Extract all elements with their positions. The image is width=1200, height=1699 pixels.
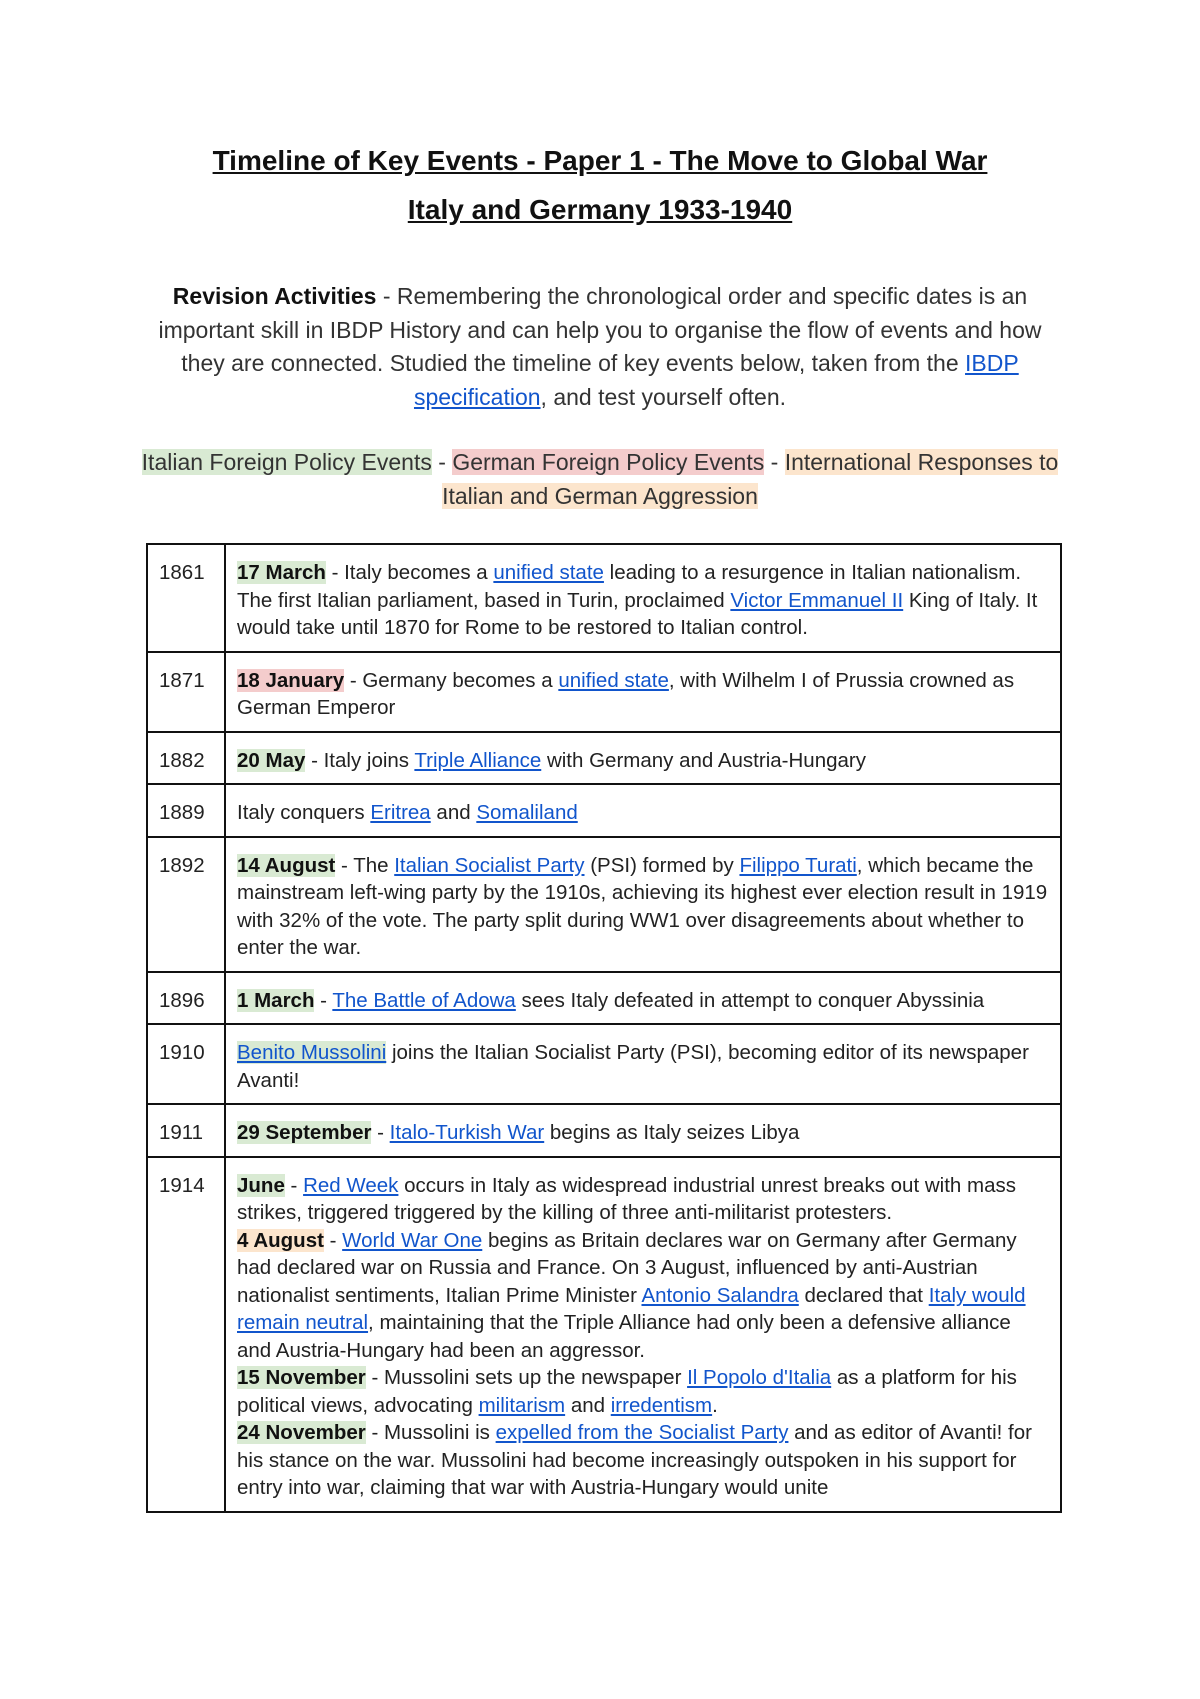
timeline-event-description: [225, 972, 1061, 1025]
timeline-year: 1914: [147, 1157, 225, 1512]
event-text: , with Wilhelm I of Prussia crowned as German Emperor: [237, 668, 1015, 719]
event-text: -: [314, 988, 333, 1012]
event-text: - Mussolini sets up the newspaper: [365, 1366, 688, 1389]
timeline-row: [147, 1157, 1061, 1512]
event-link[interactable]: expelled from the Socialist Party: [495, 1421, 789, 1444]
event-link[interactable]: Triple Alliance: [414, 748, 542, 772]
timeline-event-description: [225, 544, 1061, 652]
legend-international: International Responses to Italian and German Aggression: [442, 449, 1059, 509]
timeline-entry: [237, 1172, 1050, 1227]
timeline-entry: [237, 987, 1050, 1015]
timeline-entry: [237, 559, 1050, 642]
event-text: - Italy joins: [305, 748, 415, 772]
timeline-entry: [237, 747, 1050, 775]
event-text: -: [371, 1121, 390, 1144]
timeline-year: 1896: [147, 972, 225, 1025]
event-link[interactable]: Victor Emmanuel II: [730, 588, 904, 612]
timeline-year: 1911: [147, 1104, 225, 1157]
timeline-year: 1861: [147, 544, 225, 652]
timeline-year: 1882: [147, 732, 225, 785]
event-text: - The: [335, 853, 395, 877]
event-link[interactable]: militarism: [478, 1393, 566, 1417]
event-link[interactable]: Antonio Salandra: [641, 1283, 799, 1307]
timeline-year: 1892: [147, 837, 225, 972]
timeline-entry: [237, 1119, 1050, 1147]
event-date: 24 November: [237, 1421, 366, 1444]
event-date: 15 November: [237, 1366, 366, 1389]
timeline-event-description: [225, 652, 1061, 732]
event-text: -: [284, 1173, 304, 1197]
event-link[interactable]: irredentism: [610, 1393, 713, 1417]
event-text: - Italy becomes a: [325, 561, 494, 584]
timeline-entry: [237, 1039, 1050, 1094]
timeline-event-description: [225, 784, 1061, 837]
event-text: King of Italy. It would take until 1870 for Rome to be restored to Italian control.: [237, 588, 1038, 639]
timeline-entry: [237, 799, 1050, 827]
timeline-year: 1871: [147, 652, 225, 732]
revision-activities-paragraph: [140, 280, 1060, 414]
event-text: begins as Italy seizes Libya: [544, 1121, 800, 1144]
timeline-year: 1910: [147, 1024, 225, 1104]
timeline-entry: [237, 667, 1050, 722]
event-date: 29 September: [237, 1121, 372, 1144]
event-link[interactable]: Italy would remain neutral: [237, 1283, 1026, 1334]
timeline-event-description: [225, 1104, 1061, 1157]
document-title: Timeline of Key Events - Paper 1 - The Move to Global War: [212, 145, 988, 176]
timeline-row: [147, 972, 1061, 1025]
event-link[interactable]: The Battle of Adowa: [332, 988, 516, 1012]
timeline-table: [146, 543, 1062, 1513]
event-link[interactable]: unified state: [493, 561, 604, 584]
timeline-entry: [237, 1419, 1050, 1502]
event-date: June: [237, 1173, 285, 1197]
color-legend: [140, 446, 1060, 513]
timeline-row: [147, 732, 1061, 785]
event-text: occurs in Italy as widespread industrial unrest breaks out with mass strikes, triggered triggered by the killing of three anti-militarist protesters.: [237, 1173, 1016, 1224]
event-link[interactable]: Red Week: [303, 1173, 399, 1197]
document-subtitle: Italy and Germany 1933-1940: [407, 194, 793, 225]
timeline-body: [147, 544, 1061, 1512]
event-date: 17 March: [237, 561, 326, 584]
timeline-event-description: [225, 1024, 1061, 1104]
event-text: leading to a resurgence in Italian nationalism. The first Italian parliament, based in Turin, proclaimed: [237, 561, 1022, 612]
event-text: .: [712, 1393, 718, 1417]
timeline-event-description: [225, 732, 1061, 785]
event-text: -: [323, 1228, 343, 1252]
event-link[interactable]: Filippo Turati: [739, 853, 857, 877]
event-text: begins as Britain declares war on Germany after Germany had declared war on Russia and France. On 3 August, influenced by anti-Austrian nationalist sentiments, Italian Prime Minister: [237, 1228, 1017, 1307]
ibdp-specification-link[interactable]: IBDP specification: [413, 350, 1019, 410]
event-text: sees Italy defeated in attempt to conquer Abyssinia: [515, 988, 985, 1012]
legend-german: German Foreign Policy Events: [452, 449, 765, 475]
intro-tail: , and test yourself often.: [540, 383, 787, 410]
event-date: 18 January: [237, 668, 345, 692]
event-link[interactable]: Eritrea: [370, 801, 431, 824]
event-text: Italy conquers: [237, 801, 371, 824]
timeline-event-description: [225, 1157, 1061, 1512]
timeline-row: [147, 544, 1061, 652]
event-link[interactable]: Italian Socialist Party: [394, 853, 585, 877]
event-text: (PSI) formed by: [584, 853, 740, 877]
event-date: 1 March: [237, 988, 315, 1012]
event-text: declared that: [798, 1283, 929, 1307]
legend-separator: -: [431, 449, 453, 475]
timeline-entry: [237, 1227, 1050, 1365]
event-date: 20 May: [237, 748, 306, 772]
timeline-row: [147, 1104, 1061, 1157]
event-text: - Germany becomes a: [344, 668, 559, 692]
timeline-entry: [237, 852, 1050, 962]
event-link[interactable]: World War One: [342, 1228, 483, 1252]
event-link[interactable]: Italo-Turkish War: [389, 1121, 545, 1144]
event-text: and: [565, 1393, 611, 1417]
event-date: 14 August: [237, 853, 336, 877]
event-text: , which became the mainstream left-wing party by the 1910s, achieving its highest ever election result in 1919 with 32% of the vote. The party split during WW1 over disagreements about whether to enter the war.: [237, 853, 1048, 959]
timeline-row: [147, 652, 1061, 732]
event-link[interactable]: Il Popolo d'Italia: [687, 1366, 832, 1389]
event-text: , maintaining that the Triple Alliance had only been a defensive alliance and Austria-Hungary had been an aggressor.: [237, 1311, 1011, 1362]
timeline-row: [147, 1024, 1061, 1104]
legend-separator: -: [764, 449, 785, 475]
event-link[interactable]: Benito Mussolini: [237, 1041, 387, 1064]
event-text: as a platform for his political views, advocating: [237, 1366, 1017, 1417]
event-text: and as editor of Avanti! for his stance on the war. Mussolini had become increasingly outspoken in his support for entry into war, claiming that war with Austria-Hungary would unite: [237, 1421, 1032, 1499]
event-text: - Mussolini is: [365, 1421, 496, 1444]
intro-text: - Remembering the chronological order and specific dates is an important skill in IBDP History and can help you to organise the flow of events and how they are connected. Studied the timeline of key events below, taken from the: [158, 283, 1042, 376]
timeline-row: [147, 837, 1061, 972]
timeline-row: [147, 784, 1061, 837]
timeline-entry: [237, 1364, 1050, 1419]
event-link[interactable]: unified state: [558, 668, 669, 692]
event-text: joins the Italian Socialist Party (PSI), becoming editor of its newspaper Avanti!: [237, 1041, 1029, 1092]
event-date: 4 August: [237, 1228, 324, 1252]
event-text: and: [430, 801, 477, 824]
timeline-year: 1889: [147, 784, 225, 837]
revision-activities-heading: Revision Activities: [172, 283, 377, 309]
event-link[interactable]: Somaliland: [476, 801, 578, 824]
legend-italian: Italian Foreign Policy Events: [141, 449, 432, 475]
timeline-event-description: [225, 837, 1061, 972]
event-text: with Germany and Austria-Hungary: [541, 748, 866, 772]
